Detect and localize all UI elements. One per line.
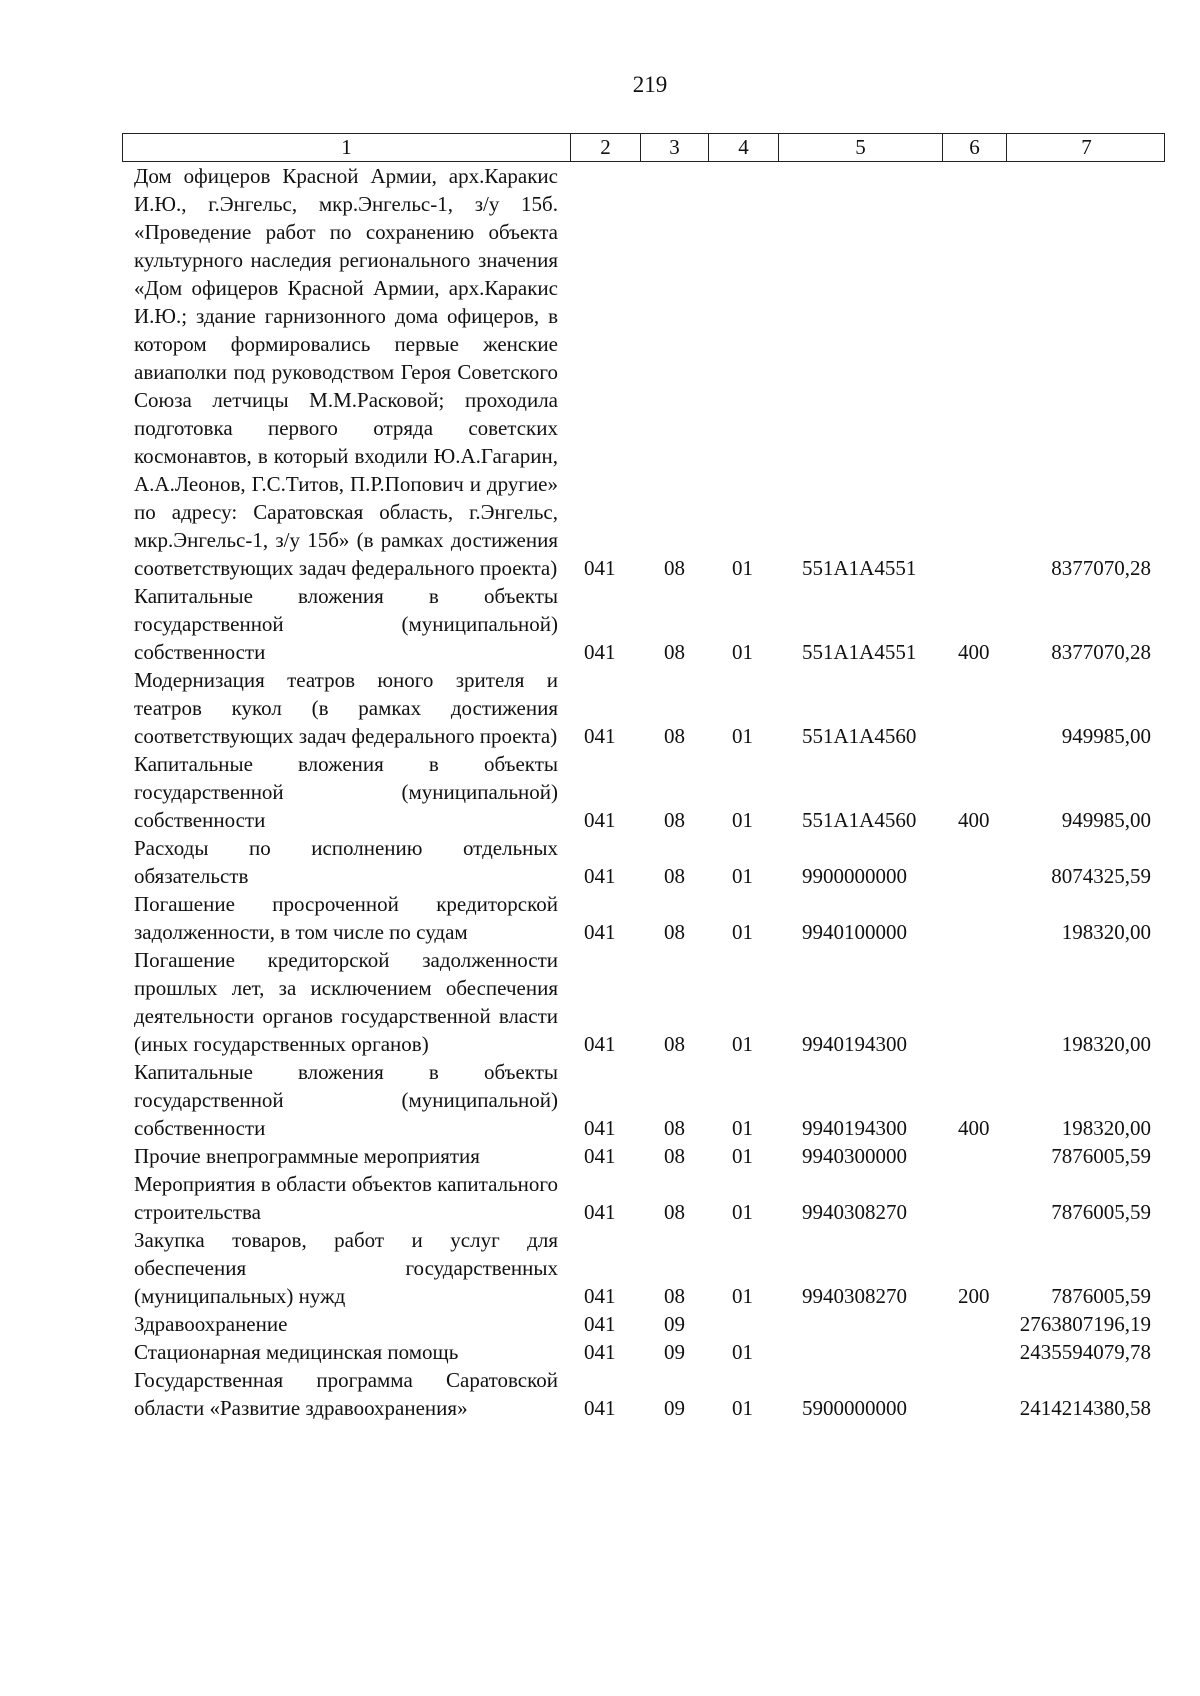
row-subsection: 01 [732,724,753,748]
row-section: 09 [664,1340,685,1364]
row-target-article: 9940194300 [802,1116,907,1140]
row-admin-code: 041 [584,556,616,580]
row-amount: 7876005,59 [1051,1284,1151,1308]
row-subsection: 01 [732,556,753,580]
row-section: 08 [664,556,685,580]
row-expense-type: 400 [958,640,990,664]
row-amount: 198320,00 [1061,920,1151,944]
row-name: Стационарная медицинская помощь [134,1340,459,1364]
row-subsection: 01 [732,1144,753,1168]
row-subsection: 01 [732,1340,753,1364]
row-admin-code: 041 [584,1116,616,1140]
row-amount: 198320,00 [1061,1116,1151,1140]
row-admin-code: 041 [584,920,616,944]
table-row [0,162,1200,582]
row-admin-code: 041 [584,1144,616,1168]
row-name: Погашение кредиторской задолженности прошлых лет, за исключением обеспечения деятельности органов государственной власти (иных государственных органов) [134,948,558,1056]
row-subsection: 01 [732,1032,753,1056]
row-section: 09 [664,1396,685,1420]
table-row [0,1058,1200,1142]
row-name: Капитальные вложения в объекты государственной (муниципальной) собственности [134,584,558,664]
row-name: Модернизация театров юного зрителя и театров кукол (в рамках достижения соответствующих задач федерального проекта) [134,668,558,748]
row-target-article: 9940300000 [802,1144,907,1168]
row-section: 08 [664,1116,685,1140]
row-section: 08 [664,920,685,944]
row-amount: 198320,00 [1061,1032,1151,1056]
table-row [0,1366,1200,1422]
row-subsection: 01 [732,1116,753,1140]
row-name: Здравоохранение [134,1312,288,1336]
row-name: Прочие внепрограммные мероприятия [134,1144,480,1168]
row-amount: 7876005,59 [1051,1200,1151,1224]
row-name: Государственная программа Саратовской области «Развитие здравоохранения» [134,1368,558,1420]
header-col-2: 2 [571,134,641,161]
row-target-article: 9940308270 [802,1284,907,1308]
row-amount: 2414214380,58 [1019,1396,1151,1420]
page-number: 219 [632,72,668,97]
row-target-article: 551A1A4551 [802,556,917,580]
table-header [122,133,1165,162]
row-admin-code: 041 [584,1340,616,1364]
table-row [0,1142,1200,1170]
row-amount: 949985,00 [1061,808,1151,832]
row-amount: 8377070,28 [1051,640,1151,664]
row-subsection: 01 [732,864,753,888]
table-row [0,1338,1200,1366]
row-target-article: 9940308270 [802,1200,907,1224]
row-section: 08 [664,1200,685,1224]
row-admin-code: 041 [584,724,616,748]
row-admin-code: 041 [584,1284,616,1308]
row-section: 08 [664,640,685,664]
table-row [0,1226,1200,1310]
row-expense-type: 200 [958,1284,990,1308]
row-admin-code: 041 [584,1312,616,1336]
table-row [0,834,1200,890]
table-row [0,1170,1200,1226]
table-row [0,946,1200,1058]
row-admin-code: 041 [584,808,616,832]
row-amount: 8074325,59 [1051,864,1151,888]
table-row [0,890,1200,946]
row-section: 08 [664,724,685,748]
row-target-article: 9940194300 [802,1032,907,1056]
row-expense-type: 400 [958,808,990,832]
row-section: 08 [664,1032,685,1056]
row-target-article: 551A1A4551 [802,640,917,664]
row-amount: 8377070,28 [1051,556,1151,580]
row-target-article: 551A1A4560 [802,808,917,832]
row-name: Погашение просроченной кредиторской задолженности, в том числе по судам [134,892,558,944]
row-subsection: 01 [732,920,753,944]
table-row [0,750,1200,834]
row-amount: 2763807196,19 [1019,1312,1151,1336]
row-subsection: 01 [732,1200,753,1224]
row-name: Дом офицеров Красной Армии, арх.Каракис И.Ю., г.Энгельс, мкр.Энгельс-1, з/у 15б. «Проведение работ по сохранению объекта культурного наследия регионального значения «Дом офицеров Красной Армии, арх.Каракис И.Ю.; здание гарнизонного дома офицеров, в котором формировались первые женские авиаполки под руководством Героя Советского Союза летчицы М.М.Расковой; проходила подготовка первого отряда советских космонавтов, в который входили Ю.А.Гагарин, А.А.Леонов, Г.С.Титов, П.Р.Попович и другие» по адресу: Саратовская область, г.Энгельс, мкр.Энгельс-1, з/у 15б» (в рамках достижения соответствующих задач федерального проекта) [134,164,558,580]
row-amount: 7876005,59 [1051,1144,1151,1168]
header-col-6: 6 [943,134,1007,161]
row-admin-code: 041 [584,1200,616,1224]
table-row [0,582,1200,666]
header-col-4: 4 [709,134,779,161]
row-amount: 949985,00 [1061,724,1151,748]
header-col-1: 1 [123,134,571,161]
row-expense-type: 400 [958,1116,990,1140]
row-target-article: 9900000000 [802,864,907,888]
row-name: Капитальные вложения в объекты государственной (муниципальной) собственности [134,1060,558,1140]
row-amount: 2435594079,78 [1019,1340,1151,1364]
row-section: 08 [664,864,685,888]
row-name: Расходы по исполнению отдельных обязательств [134,836,558,888]
row-target-article: 5900000000 [802,1396,907,1420]
table-row [0,1310,1200,1338]
row-admin-code: 041 [584,864,616,888]
row-section: 08 [664,808,685,832]
row-section: 08 [664,1144,685,1168]
row-target-article: 551A1A4560 [802,724,917,748]
row-subsection: 01 [732,1284,753,1308]
header-col-7: 7 [1081,135,1092,159]
row-subsection: 01 [732,640,753,664]
row-admin-code: 041 [584,1032,616,1056]
row-name: Закупка товаров, работ и услуг для обеспечения государственных (муниципальных) нужд [134,1228,558,1308]
row-section: 09 [664,1312,685,1336]
row-name: Капитальные вложения в объекты государственной (муниципальной) собственности [134,752,558,832]
row-name: Мероприятия в области объектов капитального строительства [134,1172,558,1224]
header-col-5: 5 [779,134,943,161]
row-admin-code: 041 [584,640,616,664]
table-row [0,666,1200,750]
table-body [0,162,1200,1422]
row-subsection: 01 [732,808,753,832]
row-admin-code: 041 [584,1396,616,1420]
row-subsection: 01 [732,1396,753,1420]
header-col-3: 3 [641,134,709,161]
row-section: 08 [664,1284,685,1308]
row-target-article: 9940100000 [802,920,907,944]
